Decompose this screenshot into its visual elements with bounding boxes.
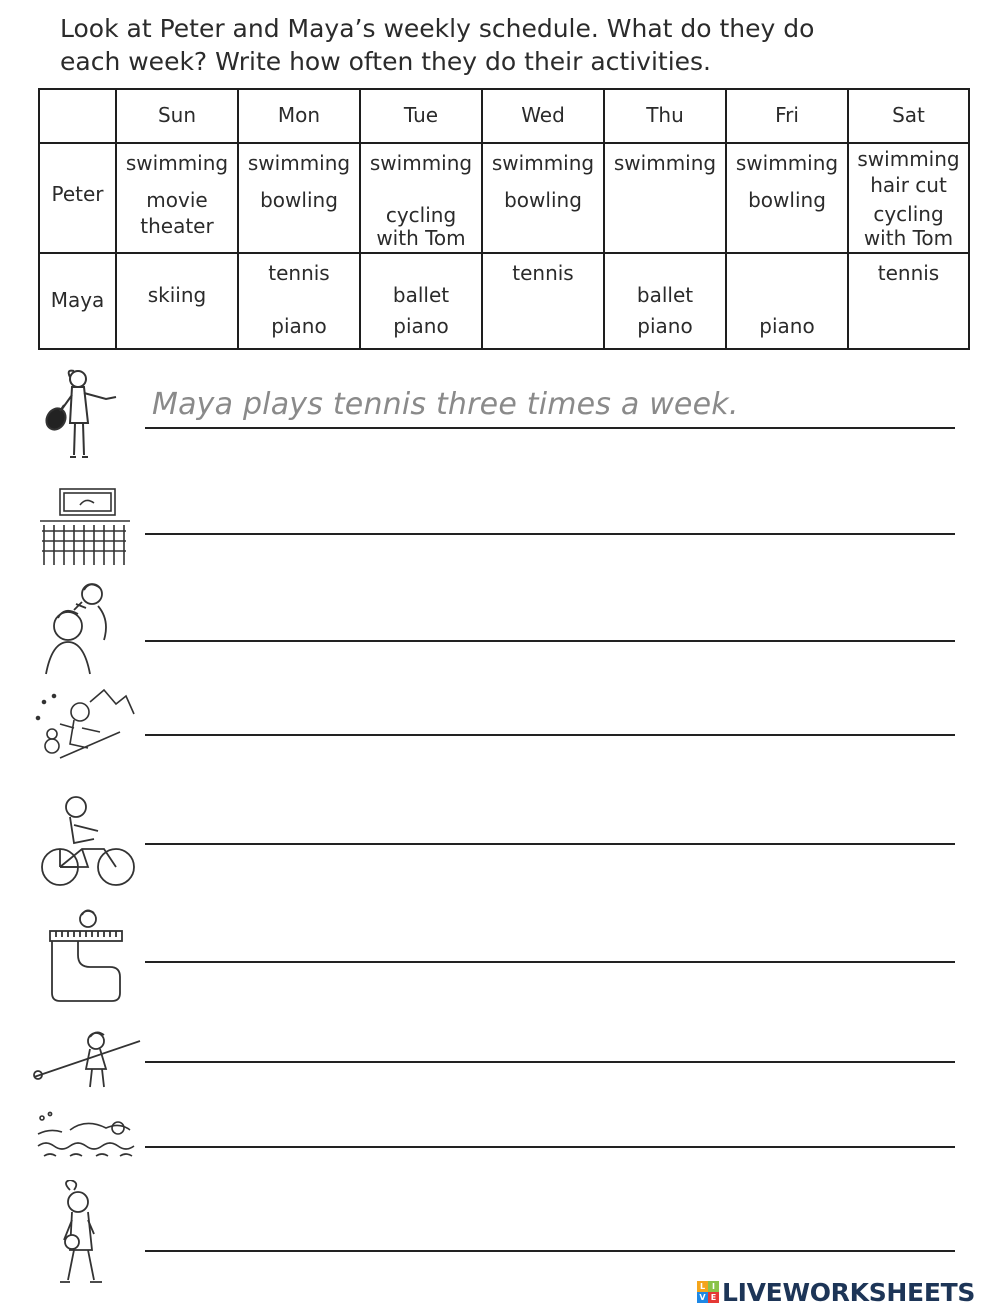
brand-name: LIVEWORKSHEETS [722, 1277, 976, 1307]
header-day-sat [848, 89, 969, 143]
peter-thu-cell [604, 143, 726, 253]
activity: hair cut [870, 173, 947, 197]
peter-tue-cell [360, 143, 482, 253]
tennis-girl-icon [30, 365, 130, 465]
activity: piano [759, 314, 815, 338]
activity: skiing [147, 283, 207, 307]
cycling-icon [30, 793, 140, 893]
day-label: Thu [646, 103, 684, 127]
movie-theater-icon [30, 485, 140, 575]
exercise-row-piano [30, 905, 970, 1005]
liveworksheets-brand [697, 1276, 975, 1308]
activity: cycling [873, 202, 944, 226]
maya-sun-cell [116, 253, 238, 349]
activity: swimming [125, 151, 229, 175]
peter-wed-cell [482, 143, 604, 253]
maya-tue-cell [360, 253, 482, 349]
activity: ballet [636, 283, 694, 307]
activity: bowling [504, 188, 582, 212]
peter-sat-cell [848, 143, 969, 253]
hair-cut-icon [30, 580, 130, 680]
activity: theater [140, 214, 214, 238]
maya-sat-cell [848, 253, 969, 349]
exercise-row-skiing [30, 688, 970, 778]
person-name: Peter [51, 182, 104, 206]
instructions-line-1: Look at Peter and Maya’s weekly schedule. What do they do [60, 14, 815, 43]
skiing-icon [30, 688, 140, 778]
table-header-row [39, 89, 969, 143]
activity: ballet [392, 283, 450, 307]
liveworksheets-logo-icon [697, 1281, 719, 1303]
answer-line[interactable] [145, 427, 955, 429]
activity: piano [637, 314, 693, 338]
answer-line[interactable] [145, 533, 955, 535]
logo-letter: I [708, 1281, 719, 1292]
answer-line[interactable] [145, 1250, 955, 1252]
activity: swimming [613, 151, 717, 175]
activity: movie [146, 188, 208, 212]
table-row-maya [39, 253, 969, 349]
exercise-row-swimming [30, 1108, 970, 1163]
activity: with Tom [376, 226, 466, 250]
maya-mon-cell [238, 253, 360, 349]
answer-line[interactable] [145, 734, 955, 736]
peter-fri-cell [726, 143, 848, 253]
peter-mon-cell [238, 143, 360, 253]
instructions [60, 12, 960, 78]
header-day-sun [116, 89, 238, 143]
day-label: Tue [403, 103, 439, 127]
activity: piano [393, 314, 449, 338]
row-label-peter [39, 143, 116, 253]
activity: cycling [385, 203, 457, 227]
answer-line[interactable] [145, 640, 955, 642]
activity: tennis [877, 261, 940, 285]
instructions-line-2: each week? Write how often they do their activities. [60, 47, 711, 76]
person-name: Maya [50, 288, 105, 312]
header-day-tue [360, 89, 482, 143]
activity: swimming [857, 147, 960, 171]
bowling-icon [30, 1180, 130, 1290]
maya-fri-cell [726, 253, 848, 349]
header-day-mon [238, 89, 360, 143]
table-row-peter [39, 143, 969, 253]
row-label-maya [39, 253, 116, 349]
answer-line[interactable] [145, 961, 955, 963]
exercise-row-ballet [30, 1025, 970, 1105]
exercise-row-tennis [30, 365, 970, 465]
activity: tennis [512, 261, 574, 285]
activity: swimming [247, 151, 351, 175]
header-day-wed [482, 89, 604, 143]
header-day-thu [604, 89, 726, 143]
exercise-row-haircut [30, 580, 970, 680]
example-answer: Maya plays tennis three times a week. [152, 387, 739, 422]
activity: bowling [260, 188, 338, 212]
exercise-row-cycling [30, 793, 970, 893]
activity: with Tom [863, 226, 954, 250]
logo-letter: V [697, 1292, 708, 1303]
maya-thu-cell [604, 253, 726, 349]
activity: swimming [735, 151, 839, 175]
exercise-row-bowling [30, 1180, 970, 1290]
peter-sun-cell [116, 143, 238, 253]
day-label: Mon [277, 103, 321, 127]
piano-icon [30, 905, 130, 1005]
activity: swimming [369, 151, 473, 175]
day-label: Sat [892, 103, 925, 127]
answer-line[interactable] [145, 1146, 955, 1148]
header-empty-cell [39, 89, 116, 143]
swimming-icon [30, 1108, 140, 1163]
exercise-row-movie [30, 485, 970, 575]
ballet-icon [30, 1025, 145, 1105]
header-day-fri [726, 89, 848, 143]
activity: piano [271, 314, 327, 338]
day-label: Wed [521, 103, 565, 127]
maya-wed-cell [482, 253, 604, 349]
answer-line[interactable] [145, 1061, 955, 1063]
logo-letter: L [697, 1281, 708, 1292]
weekly-schedule-table [38, 88, 970, 350]
day-label: Sun [157, 103, 197, 127]
logo-letter: E [708, 1292, 719, 1303]
answer-line[interactable] [145, 843, 955, 845]
day-label: Fri [775, 103, 799, 127]
activity: tennis [268, 261, 330, 285]
activity: swimming [491, 151, 595, 175]
activity: bowling [748, 188, 826, 212]
